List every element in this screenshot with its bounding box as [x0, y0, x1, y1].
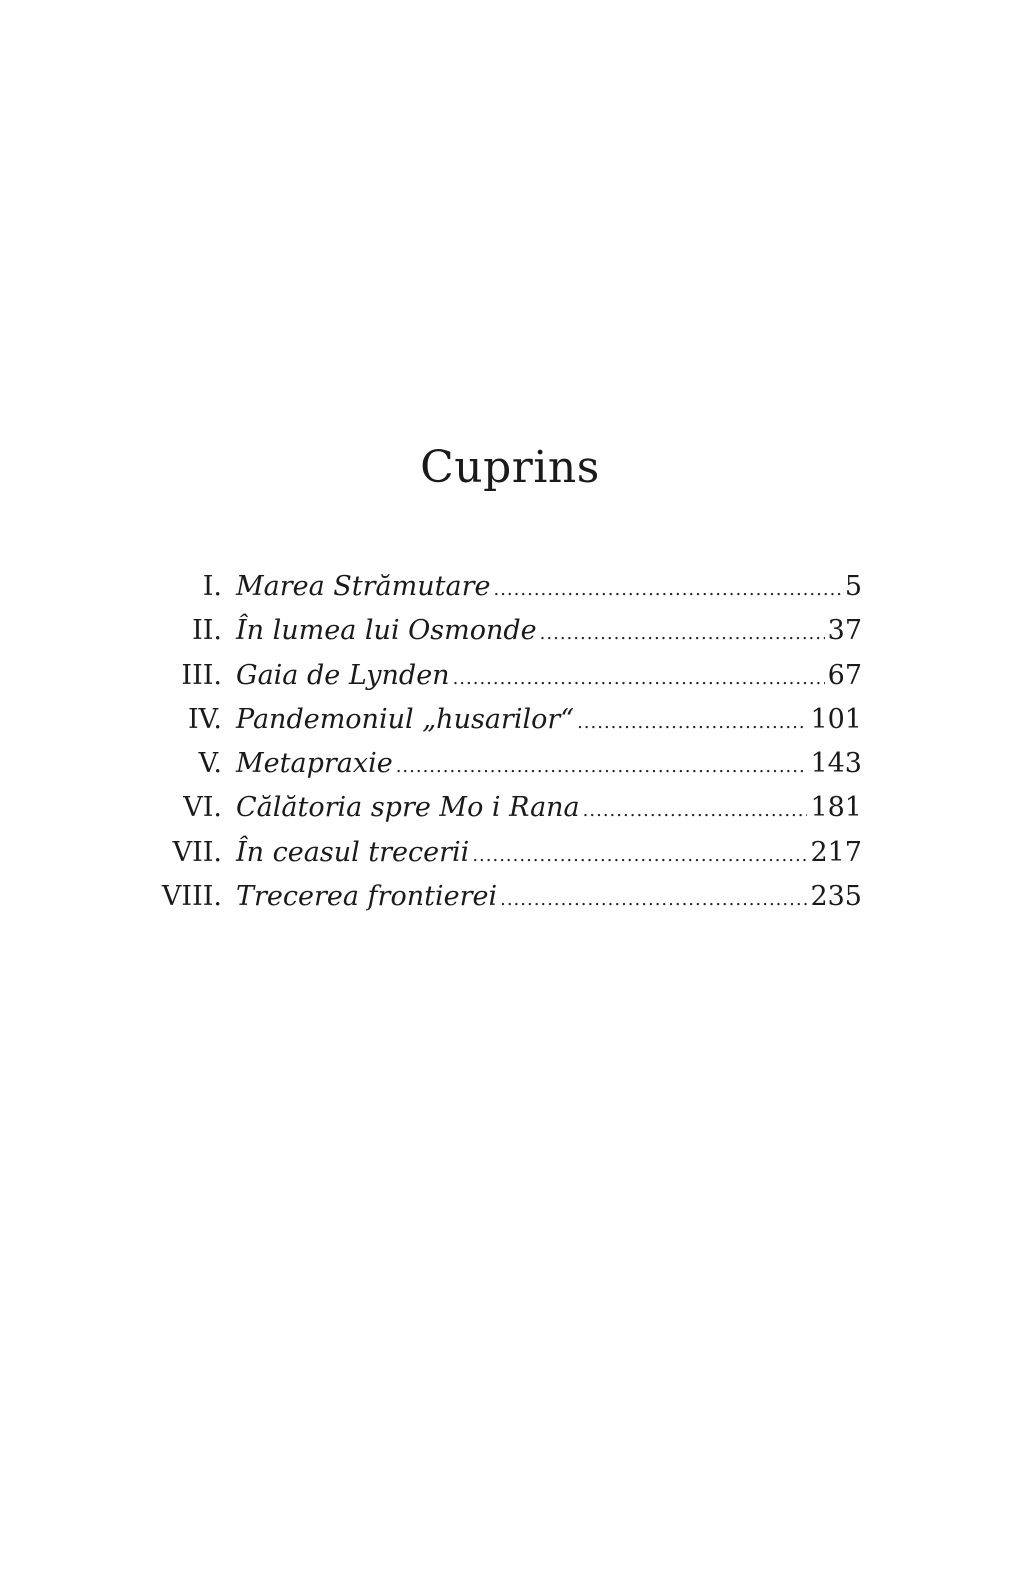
dot-leader — [500, 880, 807, 920]
chapter-title: Metapraxie — [236, 748, 393, 780]
chapter-numeral: VI. — [183, 792, 222, 824]
toc-entry — [150, 788, 862, 832]
chapter-title: Călătoria spre Mo i Rana — [236, 792, 580, 824]
page-number: 5 — [844, 571, 862, 602]
page-number: 143 — [810, 748, 862, 780]
dot-leader — [577, 703, 807, 743]
chapter-title: În ceasul trecerii — [236, 836, 470, 868]
toc-entry — [150, 744, 862, 788]
chapter-numeral: II. — [192, 615, 222, 647]
page-number: 235 — [810, 881, 862, 913]
chapter-numeral: III. — [181, 659, 222, 691]
chapter-numeral: IV. — [187, 703, 222, 735]
toc-entry — [150, 567, 862, 611]
chapter-title: Trecerea frontierei — [236, 881, 498, 913]
page-number: 101 — [810, 703, 862, 735]
page-title: Cuprins — [420, 442, 600, 493]
page-number: 67 — [827, 659, 862, 691]
dot-leader — [540, 614, 825, 654]
toc-entry — [150, 700, 862, 744]
chapter-numeral: I. — [202, 571, 222, 602]
dot-leader — [472, 836, 807, 876]
dot-leader — [453, 659, 825, 699]
table-of-contents — [150, 567, 862, 921]
page-number: 217 — [810, 836, 862, 868]
chapter-title: Gaia de Lynden — [236, 659, 450, 691]
page-number: 181 — [810, 792, 862, 824]
toc-entry — [150, 833, 862, 877]
dot-leader — [396, 747, 808, 787]
dot-leader — [583, 791, 808, 831]
chapter-title: Marea Strămutare — [236, 571, 491, 602]
toc-entry — [150, 656, 862, 700]
chapter-numeral: VIII. — [161, 881, 222, 913]
chapter-title: Pandemoniul „husarilor“ — [236, 703, 575, 735]
page-number: 37 — [827, 615, 862, 647]
chapter-title: În lumea lui Osmonde — [236, 615, 537, 647]
toc-entry — [150, 877, 862, 921]
toc-entry — [150, 611, 862, 655]
chapter-numeral: VII. — [172, 836, 222, 868]
chapter-numeral: V. — [198, 748, 222, 780]
dot-leader — [493, 570, 841, 610]
